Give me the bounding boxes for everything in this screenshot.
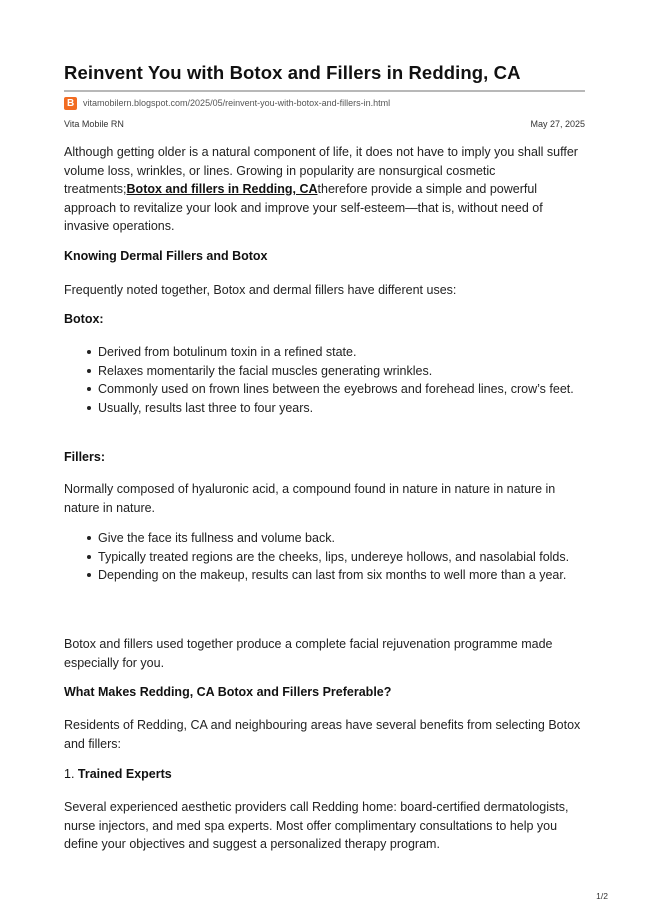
list-item: Typically treated regions are the cheeks, lips, undereye hollows, and nasolabial folds.	[98, 548, 578, 567]
list-item: Give the face its fullness and volume back.	[98, 529, 578, 548]
intro-paragraph	[64, 143, 586, 236]
list-item: Usually, results last three to four years.	[98, 399, 578, 418]
source-url[interactable]: vitamobilern.blogspot.com/2025/05/reinvent-you-with-botox-and-fillers-in.html	[83, 98, 391, 108]
intro-text-end: therefore provide a simple and powerful approach to revitalize your look and improve your self-esteem—that is, without need of invasive operations.	[64, 182, 543, 234]
heading-fillers: Fillers:	[64, 450, 105, 464]
heading-botox: Botox:	[64, 312, 104, 326]
title-divider	[64, 90, 585, 92]
heading-knowing: Knowing Dermal Fillers and Botox	[64, 249, 268, 263]
publish-date: May 27, 2025	[530, 119, 585, 129]
list-item: Depending on the makeup, results can last from six months to well more than a year.	[98, 566, 578, 585]
heading-number: 1.	[64, 767, 75, 781]
fillers-list	[98, 529, 578, 585]
heading-preferable: What Makes Redding, CA Botox and Fillers Preferable?	[64, 685, 392, 699]
intro-text-start: Although getting older is a natural component of life, it does not have to imply you shall suffer volume loss, wrinkles, or lines. Growing in popularity are nonsurgical cosmetic treatments;	[64, 145, 578, 197]
author-name: Vita Mobile RN	[64, 119, 124, 129]
botox-fillers-link[interactable]: Botox and fillers in Redding, CA	[126, 182, 318, 197]
heading-text: Trained Experts	[77, 767, 172, 781]
paragraph-experts: Several experienced aesthetic providers call Redding home: board-certified dermatologists, nurse injectors, and med spa experts. Most offer complimentary consultations to help you define your objectives and suggest a personalized therapy program.	[64, 800, 569, 852]
list-item: Derived from botulinum toxin in a refined state.	[98, 343, 578, 362]
list-item: Relaxes momentarily the facial muscles generating wrinkles.	[98, 362, 578, 381]
paragraph-fillers: Normally composed of hyaluronic acid, a compound found in nature in nature in nature in nature in nature.	[64, 482, 556, 515]
paragraph-together: Botox and fillers used together produce a complete facial rejuvenation programme made especially for you.	[64, 637, 553, 670]
page-indicator: 1/2	[596, 891, 608, 901]
blogger-icon: B	[64, 97, 77, 110]
botox-list	[98, 343, 578, 417]
source-row	[64, 96, 390, 110]
paragraph-frequently: Frequently noted together, Botox and dermal fillers have different uses:	[64, 283, 457, 297]
list-item: Commonly used on frown lines between the eyebrows and forehead lines, crow’s feet.	[98, 380, 578, 399]
paragraph-residents: Residents of Redding, CA and neighbouring areas have several benefits from selecting Botox and fillers:	[64, 718, 581, 751]
page-title: Reinvent You with Botox and Fillers in Redding, CA	[64, 62, 521, 83]
heading-trained-experts	[64, 767, 172, 781]
